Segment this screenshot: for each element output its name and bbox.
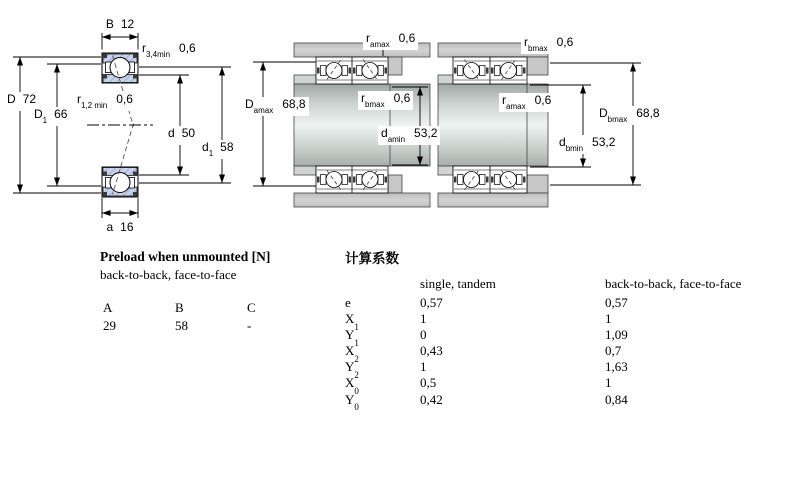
- mounted-pair-face-to-face: [438, 43, 548, 207]
- preload-value: 58: [175, 318, 188, 333]
- dim-a: [102, 198, 138, 218]
- dim-label-r34min: $r_{3,4min}$ 0,6: [142, 41, 196, 60]
- factors-title: 计算系数: [345, 251, 399, 266]
- factors-col1-header: single, tandem: [420, 276, 496, 291]
- bearing-pair-top: [453, 57, 527, 84]
- preload-subtitle: back-to-back, face-to-face: [100, 267, 237, 282]
- preload-col-header: A: [103, 300, 113, 315]
- factor-value-single: 0,5: [420, 375, 437, 391]
- bearing-pair-bottom: [316, 166, 388, 193]
- dim-label-D: D 72: [4, 92, 39, 111]
- factor-symbol: $X_2$: [345, 343, 359, 364]
- factor-value-paired: 0,57: [605, 295, 628, 310]
- dim-label-r12min: $r_{1,2 min}$ 0,6: [74, 92, 136, 111]
- factor-value-paired: 0,84: [605, 391, 628, 407]
- factor-value-paired: 1,63: [605, 359, 628, 375]
- calculation-factors-table: [345, 247, 800, 413]
- factor-symbol: e: [345, 295, 351, 310]
- dim-label-B: B 12: [105, 17, 135, 31]
- factors-col2-header: back-to-back, face-to-face: [605, 276, 742, 291]
- factor-row-Y2: [345, 359, 800, 380]
- factor-row-X2: [345, 343, 800, 364]
- factor-value-paired: 1,09: [605, 327, 628, 343]
- factor-value-paired: 0,7: [605, 343, 622, 359]
- dim-label-dbmin: $d_{bmin}$ 53,2: [556, 135, 618, 154]
- factor-row-Y1: [345, 327, 800, 348]
- factor-symbol: $Y_0$: [345, 391, 359, 413]
- factor-row-X0: [345, 375, 800, 397]
- preload-value: 29: [103, 318, 116, 333]
- factor-row-Y0: [345, 391, 800, 413]
- dim-label-d1: $d_1$ 58: [199, 140, 237, 159]
- bearing-pair-top: [316, 57, 388, 84]
- dim-label-Dbmax: $D_{bmax}$ 68,8: [596, 106, 663, 125]
- factor-value-single: 0,57: [420, 295, 443, 310]
- bearing-pair-bottom: [453, 166, 527, 193]
- factor-value-paired: 1: [605, 311, 612, 327]
- dim-label-rbmax: $r_{bmax}$ 0,6: [358, 91, 413, 110]
- preload-table: [100, 249, 316, 334]
- preload-value: -: [247, 318, 252, 333]
- factor-value-single: 0: [420, 327, 427, 343]
- dim-label-Damax: $D_{amax}$ 68,8: [242, 97, 309, 116]
- factor-value-single: 0,42: [420, 391, 443, 407]
- mounted-pair-back-to-back: [294, 43, 430, 207]
- factor-value-single: 1: [420, 311, 427, 327]
- dim-label-damin: $d_{amin}$ 53,2: [378, 126, 440, 145]
- factor-symbol: $Y_2$: [345, 359, 359, 380]
- dim-label-ramax: $r_{amax}$ 0,6: [363, 31, 418, 50]
- preload-title: Preload when unmounted [N]: [100, 249, 271, 264]
- preload-col-header: C: [247, 300, 256, 315]
- factor-row-X1: [345, 311, 800, 332]
- dim-label-rbmax-2: $r_{bmax}$ 0,6: [521, 35, 576, 54]
- preload-col-header: B: [175, 300, 184, 315]
- dim-label-D1: $D_1$ 66: [31, 107, 70, 126]
- preload-grid: [100, 300, 316, 334]
- factor-symbol: $Y_1$: [345, 327, 359, 348]
- dim-label-d: d 50: [165, 126, 198, 145]
- factor-value-single: 0,43: [420, 343, 443, 359]
- dim-label-ramax-2: $r_{amax}$ 0,6: [499, 93, 554, 112]
- factor-value-paired: 1: [605, 375, 612, 391]
- factor-symbol: $X_0$: [345, 375, 359, 397]
- factor-value-single: 1: [420, 359, 427, 375]
- factors-header-row: [345, 276, 800, 292]
- factor-symbol: $X_1$: [345, 311, 359, 332]
- factor-row-e: [345, 295, 800, 311]
- dim-label-a: a 16: [106, 220, 134, 234]
